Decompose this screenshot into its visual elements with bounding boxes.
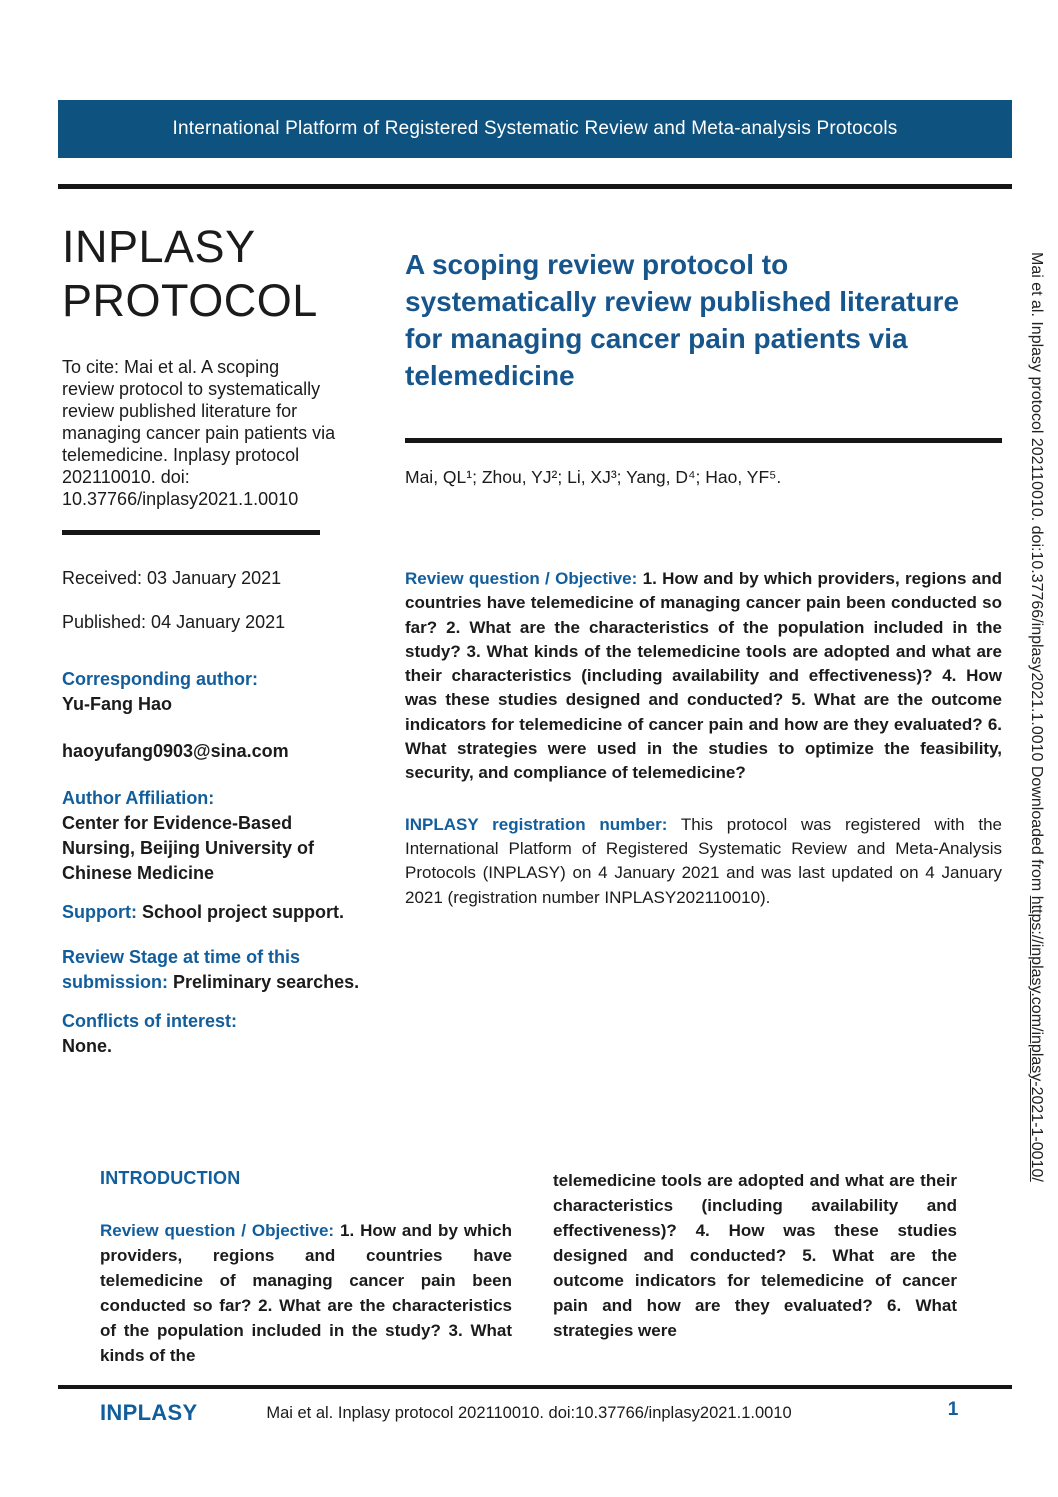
masthead-line2: PROTOCOL (62, 275, 318, 326)
affiliation-value: Center for Evidence-Based Nursing, Beijing University of Chinese Medicine (62, 813, 315, 883)
paper-title: A scoping review protocol to systematically review published literature for managing cancer pain patients via telemedicine (405, 249, 960, 391)
author-email: haoyufang0903@sina.com (62, 741, 289, 761)
introduction-paragraph-left (100, 1218, 512, 1368)
page-number: 1 (947, 1399, 959, 1420)
review-question-text: 1. How and by which providers, regions and countries have telemedicine of managing cancer pain been conducted so far? 2. What are the characteristics of the population included in the study? 3. What kinds of the telemedicine tools are adopted and what are their characteristics (including availability and effectiveness)? 4. How was these studies designed and conducted? 5. What are the outcome indicators for telemedicine of cancer pain and how are they evaluated? 6. What strategies were used in the studies to optimize the feasibility, security, and compliance of telemedicine? (405, 569, 1002, 783)
registration-paragraph (405, 813, 1002, 910)
platform-banner (58, 100, 1012, 158)
conflicts-value: None. (62, 1036, 113, 1056)
top-divider (58, 184, 1012, 189)
registration-label: INPLASY registration number: (405, 814, 668, 834)
review-question-label: Review question / Objective: (405, 569, 638, 588)
review-stage-label: Review Stage at time of this submission: (62, 947, 301, 992)
support-label: Support: (62, 902, 137, 922)
affiliation-field (62, 786, 364, 886)
corresponding-author-value: Yu-Fang Hao (62, 694, 173, 714)
vertical-watermark-link[interactable]: https://inplasy.com/inplasy-2021-1-0010/ (1028, 895, 1045, 1182)
conflicts-label: Conflicts of interest: (62, 1011, 238, 1031)
introduction-objective-label: Review question / Objective: (100, 1221, 335, 1240)
published-date: Published: 04 January 2021 (62, 612, 286, 632)
affiliation-label: Author Affiliation: (62, 788, 215, 808)
authors-line: Mai, QL¹; Zhou, YJ²; Li, XJ³; Yang, D⁴; Hao, YF⁵. (405, 467, 782, 487)
registration-text: This protocol was registered with the International Platform of Registered Systematic Review and Meta-Analysis Protocols (INPLASY) on 4 January 2021 and was last updated on 4 January 2021 (registration number INPLASY202110010). (405, 814, 1002, 907)
corresponding-author-field (62, 667, 364, 717)
to-cite-text: To cite: Mai et al. A scoping review protocol to systematically review published literature for managing cancer pain patients via telemedicine. Inplasy protocol 202110010. doi: 10.37766/inplasy2021.1.0010 (62, 357, 336, 509)
introduction-heading: INTRODUCTION (100, 1168, 241, 1188)
introduction-column-right (553, 1168, 957, 1343)
right-column (405, 246, 1002, 910)
vertical-watermark-text: Mai et al. Inplasy protocol 202110010. doi:10.37766/inplasy2021.1.0010 Downloaded from (1028, 252, 1045, 896)
footer-divider (58, 1385, 1012, 1389)
corresponding-author-label: Corresponding author: (62, 669, 258, 689)
conflicts-field (62, 1009, 364, 1059)
title-divider (405, 438, 1002, 443)
support-field (62, 900, 364, 925)
support-value: School project support. (142, 902, 345, 922)
review-stage-field (62, 945, 364, 995)
introduction-paragraph-right: telemedicine tools are adopted and what are their characteristics (including availability and effectiveness)? 4. How was these studies designed and conducted? 5. What are the outcome indicators for telemedicine of cancer pain and how are they evaluated? 6. What strategies were (553, 1171, 957, 1340)
masthead-line1: INPLASY (62, 221, 256, 272)
platform-banner-text: International Platform of Registered Systematic Review and Meta-analysis Protocols (172, 118, 898, 139)
footer-citation: Mai et al. Inplasy protocol 202110010. doi:10.37766/inplasy2021.1.0010 (266, 1404, 792, 1422)
left-column (62, 220, 364, 1059)
footer-logo: INPLASY (100, 1400, 198, 1425)
masthead-title (62, 220, 364, 328)
vertical-watermark (1027, 252, 1046, 1182)
review-stage-value: Preliminary searches. (173, 972, 360, 992)
received-date: Received: 03 January 2021 (62, 568, 282, 588)
introduction-objective-text: 1. How and by which providers, regions and countries have telemedicine of managing cancer pain been conducted so far? 2. What are the characteristics of the population included in the study? 3. What kinds of the (100, 1221, 512, 1365)
left-divider (62, 530, 320, 535)
introduction-column-left (100, 1168, 512, 1368)
review-question-paragraph (405, 567, 1002, 786)
